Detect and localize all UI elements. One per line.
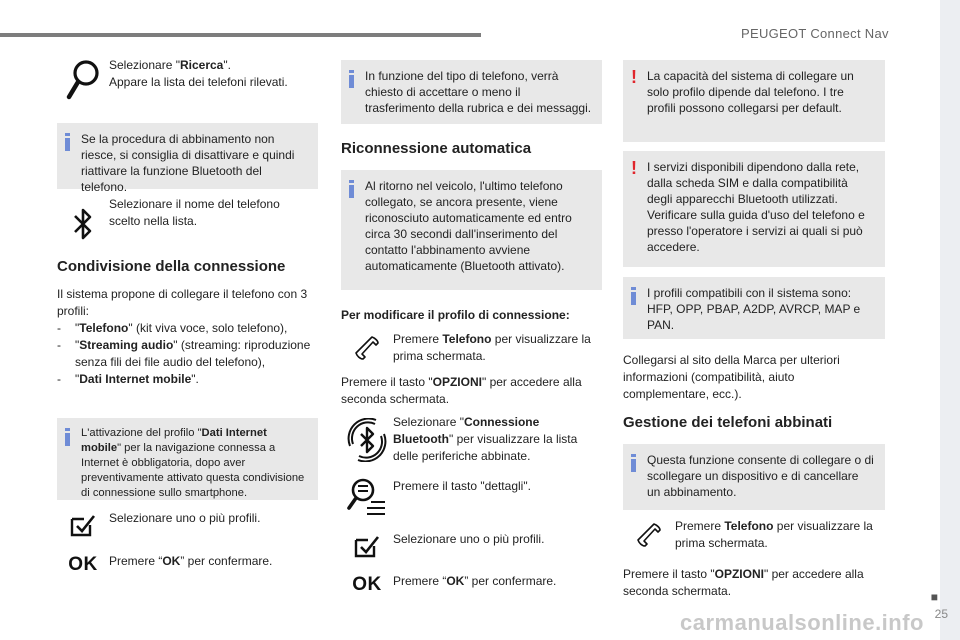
heading-connection-sharing: Condivisione della connessione [57,258,286,275]
options-instruction: Premere il tasto "OPZIONI" per accedere alla seconda schermata. [623,567,864,598]
ok-icon: OK [68,554,98,575]
bluetooth-settings-icon [341,414,393,466]
modify-profile-heading: Per modificare il profilo di connessione: [341,308,570,322]
checkbox-icon [57,510,109,540]
info-icon [349,70,354,88]
details-search-icon [341,474,393,522]
info-transfer: In funzione del tipo di telefono, verrà chiesto di accettare o meno il trasferimento della rubrica e dei messaggi. [341,60,602,124]
bt-connection-step: Selezionare "Connessione Bluetooth" per visualizzare la lista delle periferiche abbinate. [341,414,602,466]
info-icon [631,287,636,305]
phone-icon [341,331,393,365]
search-step: Selezionare "Ricerca". Appare la lista dei telefoni rilevati. [57,57,318,103]
checkbox-icon [341,531,393,561]
info-compatible-profiles: I profili compatibili con il sistema sono: HFP, OPP, PBAP, A2DP, AVRCP, MAP e PAN. [623,277,885,339]
top-rule [0,33,481,37]
page-number: 25 [934,607,948,621]
list-item: - "Dati Internet mobile". [57,372,199,386]
select-profiles-step: Selezionare uno o più profili. [341,531,602,561]
bt-select-step: Selezionare il nome del telefono scelto nella lista. [57,196,318,246]
bluetooth-icon [57,196,109,246]
heading-auto-reconnect: Riconnessione automatica [341,140,532,157]
phone-icon [623,518,675,552]
phone-step: Premere Telefono per visualizzare la prima schermata. [623,518,885,552]
info-mobile-data: L'attivazione del profilo "Dati Internet mobile" per la navigazione connessa a Internet è obbligatoria, dopo aver preventivamente attivato questa condivisione di connessione sullo smartphone. [57,418,318,500]
info-pairing-fail: Se la procedura di abbinamento non riesce, si consiglia di disattivare e quindi riattivare la funzione Bluetooth del telefono. [57,123,318,189]
page-marker: ■ [930,590,938,604]
search-icon [57,57,109,103]
info-auto-reconnect: Al ritorno nel veicolo, l'ultimo telefono collegato, se ancora presente, viene riconosciuto automaticamente ed entro circa 30 secondi dall'inserimento del contatto l'abbinamento avviene automaticamente (Bluetooth attivato). [341,170,602,290]
phone-step: Premere Telefono per visualizzare la prima schermata. [341,331,602,365]
info-icon [631,454,636,472]
side-strip [940,0,960,640]
warning-single-profile: ! La capacità del sistema di collegare un solo profilo dipende dal telefono. I tre profili possono collegarsi per default. [623,60,885,142]
warning-services: ! I servizi disponibili dipendono dalla rete, dalla scheda SIM e dalla compatibilità degli apparecchi Bluetooth utilizzati. Verificare sulla guida d'uso del telefono e presso l'operatore i servizi ai quali si può accedere. [623,151,885,267]
brand-site-note: Collegarsi al sito della Marca per ulteriori informazioni (compatibilità, aiuto complementare, ecc.). [623,353,840,401]
heading-paired-phones: Gestione dei telefoni abbinati [623,414,833,431]
details-step: Premere il tasto "dettagli". [341,474,602,522]
list-item: - "Telefono" (kit viva voce, solo telefono), [57,321,288,335]
info-manage-pairing: Questa funzione consente di collegare o di scollegare un dispositivo e di cancellare un abbinamento. [623,444,885,510]
list-item: - "Streaming audio" (streaming: riproduzione senza fili dei file audio del telefono), [57,338,311,369]
info-icon [65,133,70,151]
select-profiles-step: Selezionare uno o più profili. [57,510,318,540]
info-icon [349,180,354,198]
ok-icon: OK [352,574,382,595]
options-instruction: Premere il tasto "OPZIONI" per accedere alla seconda schermata. [341,375,582,406]
watermark: carmanualsonline.info [680,610,924,635]
info-icon [65,428,70,446]
profiles-intro: Il sistema propone di collegare il telefono con 3 profili: - "Telefono" (kit viva voce, solo telefono), - "Streaming audio" (streaming: riproduzione senza fili dei file audio del telefono), - "Dati Internet mobile". [57,286,318,388]
warning-icon: ! [631,158,637,178]
confirm-ok-step: OK Premere “OK” per confermare. [341,573,602,597]
warning-icon: ! [631,67,637,87]
header-title: PEUGEOT Connect Nav [741,26,889,41]
confirm-ok-step: OK Premere “OK” per confermare. [57,553,318,577]
